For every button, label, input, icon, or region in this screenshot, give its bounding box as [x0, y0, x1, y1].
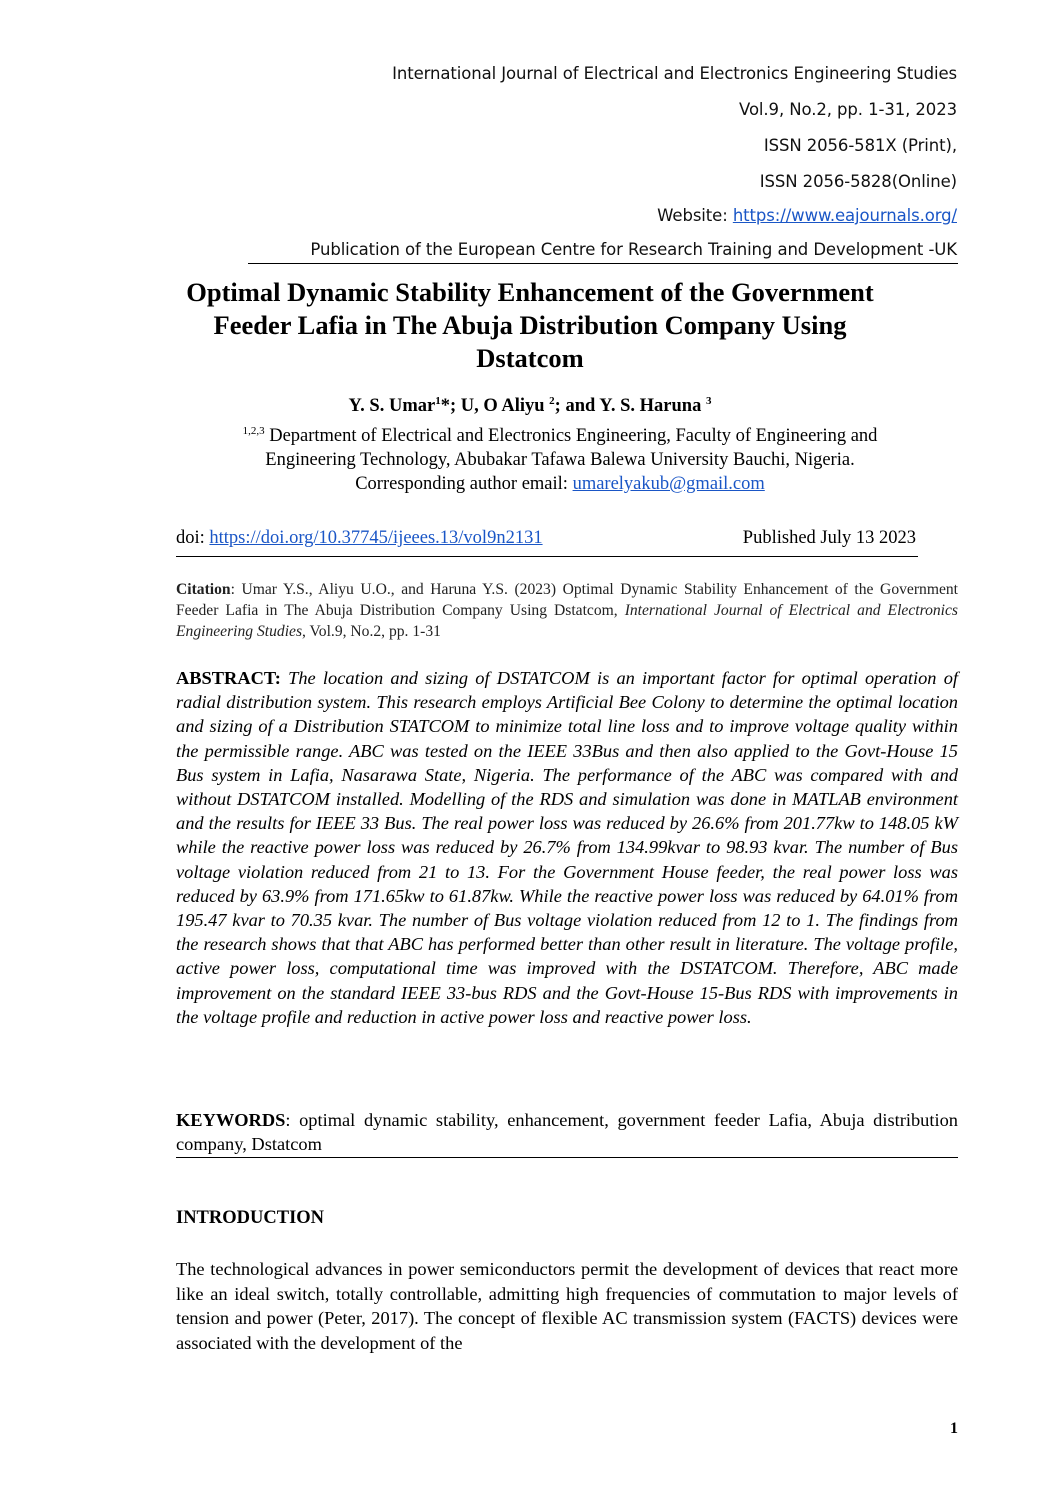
- introduction-paragraph: The technological advances in power semiconductors permit the development of devices that react more like an ideal switch, totally controllable, admitting high frequencies of commutation to major levels of tension and power (Peter, 2017). The concept of flexible AC transmission system (FACTS) devices were associated with the development of the: [176, 1259, 958, 1353]
- corresponding-email-link[interactable]: umarelyakub@gmail.com: [572, 474, 765, 494]
- author-1: Y. S. Umar: [348, 396, 436, 416]
- issn-online: ISSN 2056-5828(Online): [759, 172, 957, 191]
- affiliation-marks: 1,2,3: [242, 424, 265, 437]
- author-2-affil: 2: [549, 394, 555, 407]
- keywords-label: KEYWORDS: [176, 1110, 286, 1130]
- website-line: [657, 206, 957, 225]
- author-3: ; and Y. S. Haruna: [554, 396, 706, 416]
- title-line-2: Feeder Lafia in The Abuja Distribution Company Using: [213, 310, 847, 340]
- keywords-block: [176, 1108, 958, 1156]
- corresponding-line: [150, 472, 970, 496]
- page-number: 1: [950, 1420, 958, 1437]
- journal-name: International Journal of Electrical and Electronics Engineering Studies: [392, 64, 957, 83]
- header-divider: [248, 263, 958, 264]
- doi-link[interactable]: https://doi.org/10.37745/ijeees.13/vol9n2131: [209, 528, 543, 548]
- published-date: Published July 13 2023: [742, 528, 916, 548]
- website-link[interactable]: https://www.eajournals.org/: [732, 206, 957, 225]
- introduction-heading: INTRODUCTION: [176, 1208, 325, 1228]
- author-3-affil: 3: [705, 394, 712, 407]
- abstract-label: ABSTRACT:: [176, 668, 289, 688]
- title-line-1: Optimal Dynamic Stability Enhancement of the Government: [186, 277, 874, 307]
- affiliation-text-1: Department of Electrical and Electronics Engineering, Faculty of Engineering and: [264, 426, 878, 446]
- keywords-text: : optimal dynamic stability, enhancement, government feeder Lafia, Abuja distribution company, Dstatcom: [176, 1110, 958, 1154]
- abstract-block: [176, 666, 958, 1029]
- affiliation-line-2: Engineering Technology, Abubakar Tafawa Balewa University Bauchi, Nigeria.: [265, 450, 855, 470]
- website-label: Website:: [657, 206, 733, 225]
- author-1-affil: 1: [435, 394, 441, 407]
- doi-row: [176, 528, 916, 549]
- abstract-text: The location and sizing of DSTATCOM is an important factor for optimal operation of radial distribution system. This research employs Artificial Bee Colony to determine the optimal location and sizing of a Distribution STATCOM to minimize total line loss and to improve voltage quality within the permissible range. ABC was tested on the IEEE 33Bus and then also applied to the Govt-House 15 Bus system in Lafia, Nasarawa State, Nigeria. The performance of the ABC was compared with and without DSTATCOM installed. Modelling of the RDS and simulation was done in MATLAB environment and the results for IEEE 33 Bus. The real power loss was reduced by 26.6% from 201.77kw to 148.05 kW while the reactive power loss was reduced by 26.7% from 134.99kvar to 98.93 kvar. The number of Bus voltage violation reduced from 21 to 13. For the Government House feeder, the real power loss was reduced by 63.9% from 171.65kw to 61.87kw. While the reactive power loss was reduced by 64.01% from 195.47 kvar to 70.35 kvar. The number of Bus voltage violation reduced from 12 to 1. The findings from the research shows that that ABC has performed better than other result in literature. The voltage profile, active power loss, computational time was improved with the DSTATCOM. Therefore, ABC made improvement on the standard IEEE 33-bus RDS and the Govt-House 15-Bus RDS with improvements in the voltage profile and reduction in active power loss and reactive power loss.: [176, 668, 958, 1027]
- author-list: [120, 396, 940, 417]
- citation-label: Citation: [176, 581, 231, 598]
- volume-info: Vol.9, No.2, pp. 1-31, 2023: [739, 100, 957, 119]
- doi-divider: [176, 556, 918, 557]
- citation-block: [176, 579, 958, 642]
- affiliation-line-1: [150, 424, 970, 448]
- corresponding-label: Corresponding author email:: [355, 474, 573, 494]
- citation-text: : Umar Y.S., Aliyu U.O., and Haruna Y.S. (2023) Optimal Dynamic Stability Enhancement of the Government Feeder Lafia in The Abuja Distribution Company Using Dstatcom,: [176, 581, 958, 619]
- citation-journal: International Journal of Electrical and Electronics Engineering Studies: [176, 602, 958, 640]
- issn-print: ISSN 2056-581X (Print),: [763, 136, 957, 155]
- publisher-line: Publication of the European Centre for Research Training and Development -UK: [310, 240, 957, 259]
- title-line-3: Dstatcom: [476, 343, 584, 373]
- affiliation: [150, 424, 970, 496]
- doi-label: doi:: [176, 528, 210, 548]
- citation-tail: , Vol.9, No.2, pp. 1-31: [302, 623, 441, 640]
- keywords-divider: [176, 1157, 958, 1158]
- paper-title: [120, 276, 940, 375]
- author-2: *; U, O Aliyu: [440, 396, 550, 416]
